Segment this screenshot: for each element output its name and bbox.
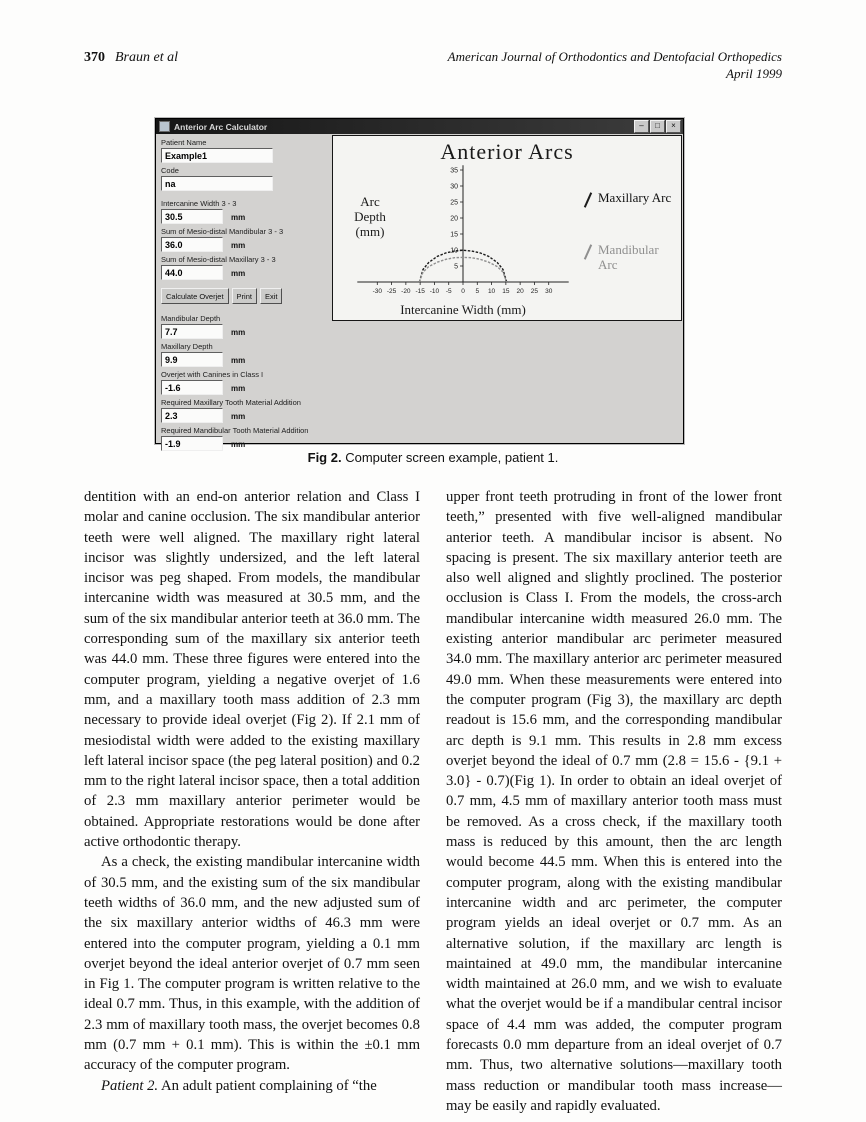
svg-text:25: 25 [450,199,458,207]
exit-button[interactable]: Exit [260,288,283,304]
journal-title: American Journal of Orthodontics and Dentofacial Orthopedics [447,49,782,64]
mandibular-depth-field [161,314,329,339]
svg-text:5: 5 [454,263,458,271]
sum-mandibular-field [161,227,329,252]
required-maxillary-addition-output[interactable] [161,408,223,423]
legend-mandibular [587,242,673,272]
svg-text:-25: -25 [386,288,397,295]
legend-maxillary [587,190,673,208]
svg-text:35: 35 [450,167,458,175]
action-buttons [161,288,329,304]
paragraph [446,487,782,1116]
maximize-icon[interactable]: □ [650,120,665,133]
app-icon [159,121,170,132]
field-label: Mandibular Depth [161,314,221,323]
legend-maxillary-label: Maxillary Arc [598,190,672,205]
required-mandibular-addition-field [161,426,329,451]
input-form [161,138,329,454]
paragraph-text: upper front teeth protruding in front of the lower front teeth,” presented with five well-aligned mandibular anterior teeth. A mandibular incisor is absent. No spacing is present. The six maxillary anterior teeth are also well aligned and slightly proclined. The posterior occlusion is Class I. From the models, the cross-arch mandibular intercanine width measured 26.0 mm. The existing anterior mandibular arc perimeter measured 34.0 mm. The maxillary anterior arc perimeter measured 49.0 mm. When these measurements were entered into the computer program (Fig 3), the maxillary arc depth readout is 15.6 mm, and the corresponding mandibular arc depth is 9.1 mm. This results in 2.8 mm excess overjet beyond the ideal of 0.7 mm (2.8 = 15.6 - {9.1 + 3.0} - 0.7)(Fig 1). In order to obtain an ideal overjet of 0.7 mm, 4.5 mm of maxillary anterior tooth mass must be removed. As a cross check, if the maxillary tooth mass is reduced by this amount, then the arc length would become 44.5 mm. When this is entered into the computer program, along with the existing mandibular intercanine width and arc perimeter, the computer program yields an ideal overjet or 0.7 mm. As an alternative solution, if the maxillary arc length is maintained at 49.0 mm, the mandibular intercanine width maintained at 26.0 mm, and we wish to evaluate what the overjet would be if a mandibular central incisor space of 4.4 mm was added, the computer program forecasts 0.0 mm departure from an ideal overjet of 0.7 mm. Thus, two alternative solutions—maxillary tooth mass reduction or mandibular tooth mass increase— may be easily and rapidly evaluated. [446,489,782,1114]
paragraph [84,487,420,852]
required-mandibular-addition-output[interactable] [161,436,223,451]
page-header [84,48,782,82]
app-window [155,118,684,449]
field-label: Patient Name [161,138,207,147]
running-authors: Braun et al [115,50,178,65]
svg-text:20: 20 [450,215,458,223]
intercanine-width-field [161,199,329,224]
required-maxillary-addition-field [161,398,329,423]
field-label: Overjet with Canines in Class I [161,370,264,379]
svg-text:5: 5 [475,288,480,295]
right-column [446,487,782,1116]
svg-text:-10: -10 [429,288,440,295]
sum-mandibular-input[interactable] [161,237,223,252]
minimize-icon[interactable]: – [634,120,649,133]
arc-plot [333,162,681,302]
overjet-field [161,370,329,395]
field-label: Sum of Mesio-distal Maxillary 3 - 3 [161,255,276,264]
window-controls [633,120,681,133]
paragraph [84,1076,420,1096]
field-label: Code [161,166,179,175]
figure-2 [155,118,684,449]
svg-text:20: 20 [516,288,524,295]
unit-label: mm [231,356,246,365]
code-input[interactable] [161,176,273,191]
unit-label: mm [231,269,246,278]
unit-label: mm [231,384,246,393]
patient-name-field [161,138,329,163]
journal-issue: April 1999 [726,66,782,81]
chart-title: Anterior Arcs [440,139,574,164]
overjet-output[interactable] [161,380,223,395]
body-text [84,487,782,1116]
running-head-left [84,48,178,82]
window-title: Anterior Arc Calculator [174,121,268,132]
svg-text:-30: -30 [372,288,382,295]
print-button[interactable]: Print [232,288,257,304]
figure-caption-text: Computer screen example, patient 1. [345,450,559,465]
calculate-overjet-button[interactable]: Calculate Overjet [161,288,229,304]
paragraph-text: An adult patient complaining of “the [160,1077,377,1094]
sum-maxillary-field [161,255,329,280]
svg-text:30: 30 [450,183,458,191]
y-axis-label: Arc Depth (mm) [354,194,386,239]
svg-text:-20: -20 [401,288,411,295]
patient-name-input[interactable] [161,148,273,163]
svg-text:25: 25 [530,288,539,295]
window-titlebar [156,119,683,134]
running-head-right [448,48,782,82]
unit-label: mm [231,328,246,337]
svg-text:-15: -15 [415,288,425,295]
unit-label: mm [231,412,246,421]
left-column [84,487,420,1116]
mandibular-depth-output[interactable] [161,324,223,339]
unit-label: mm [231,213,246,222]
x-axis-label: Intercanine Width (mm) [400,302,526,317]
paragraph [84,852,420,1075]
svg-text:10: 10 [450,247,458,255]
paragraph-text: dentition with an end-on anterior relation and Class I molar and canine occlusion. The six mandibular anterior teeth were well aligned. The maxillary right lateral incisor was slightly undersized, and the left lateral incisor was peg shaped. From models, the mandibular intercanine width was measured at 30.5 mm, and the sum of the six mandibular anterior teeth at 36.0 mm. The corresponding sum of the maxillary six anterior teeth was 44.0 mm. These three figures were entered into the computer program, yielding a negative overjet of 1.6 mm, and a maxillary tooth mass addition of 2.3 mm necessary to provide ideal overjet (Fig 2). If 2.1 mm of mesiodistal width were added to the existing maxillary left lateral incisor space (the peg lateral position) and 0.2 mm to the right lateral incisor space, then a total addition of 2.3 mm maxillary anterior perimeter would be obtained. Appropriate restorations would be done after active orthodontic therapy. [84,489,420,851]
maxillary-depth-output[interactable] [161,352,223,367]
field-label: Intercanine Width 3 - 3 [161,199,237,208]
anterior-arcs-chart [332,135,682,321]
figure-caption-label: Fig 2. [307,450,342,465]
window-body [156,134,683,449]
svg-text:15: 15 [450,231,458,239]
legend-mandibular-label: Mandibular Arc [598,242,659,272]
code-field [161,166,329,191]
field-label: Required Mandibular Tooth Material Addition [161,426,309,435]
field-label: Required Maxillary Tooth Material Addition [161,398,301,407]
unit-label: mm [231,440,246,449]
figure-caption [0,450,866,465]
svg-text:-5: -5 [445,288,452,295]
svg-text:10: 10 [487,288,496,295]
close-icon[interactable]: × [666,120,681,133]
maxillary-depth-field [161,342,329,367]
field-label: Maxillary Depth [161,342,213,351]
field-label: Sum of Mesio-distal Mandibular 3 - 3 [161,227,284,236]
sum-maxillary-input[interactable] [161,265,223,280]
svg-text:30: 30 [545,288,553,295]
intercanine-width-input[interactable] [161,209,223,224]
svg-text:15: 15 [502,288,510,295]
unit-label: mm [231,241,246,250]
paragraph-lead: Patient 2. [101,1077,159,1094]
svg-text:0: 0 [461,288,465,295]
page-number: 370 [84,50,105,65]
paragraph-text: As a check, the existing mandibular intercanine width of 30.5 mm, and the existing sum of the six mandibular teeth widths of 36.0 mm, and the new adjusted sum of the six maxillary anterior widths of 46.3 mm were entered into the computer program, yielding a 0.1 mm overjet beyond the ideal anterior overjet of 0.7 mm seen in Fig 1. The computer program is written relative to the ideal 0.7 mm. Thus, in this example, with the addition of 2.3 mm of maxillary tooth mass, the overjet becomes 0.8 mm (0.7 mm + 0.1 mm). This is within the ±0.1 mm accuracy of the computer program. [84,854,420,1074]
